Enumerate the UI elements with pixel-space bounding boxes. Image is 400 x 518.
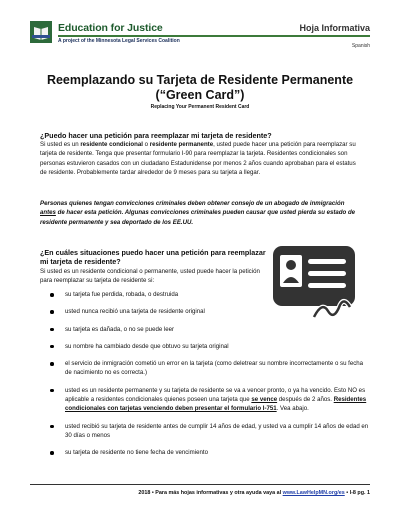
- text-run: después de 2 años.: [277, 396, 334, 404]
- list-item: [40, 386, 370, 414]
- org-subtitle: A project of the Minnesota Legal Services Coalition: [58, 38, 180, 44]
- list-item: su tarjeta de residente no tiene fecha de vencimiento: [40, 448, 370, 457]
- text-run: , usted puede hacer una petición para reemplazar su tarjeta de residente. Tenga que presentar formulario I-90 para reemplazar la tarjeta. Residentes condicionales son personas estuvieron casados con un ciudadano Estadunidense por menos 2 años cuando aprobaban para el estatus de residente. Probablemente tardar alrededor de 9 meses para su tarjeta a llegar.: [40, 141, 356, 176]
- page-title: [30, 73, 370, 103]
- list-item: su tarjeta fue perdida, robada, o destruida: [40, 290, 370, 299]
- fact-sheet-label: Hoja Informativa: [299, 23, 370, 33]
- text-run-bold: residente permanente: [149, 141, 214, 148]
- section1-paragraph: [40, 140, 362, 177]
- list-item: usted nunca recibió una tarjeta de residente original: [40, 307, 370, 316]
- text-run: . Vea abajo.: [276, 405, 309, 413]
- header-divider: [58, 35, 370, 37]
- text-run: Personas quienes tengan convicciones criminales deben obtener consejo de un abogado de inmigración: [40, 200, 345, 207]
- text-run-bold: residente condicional: [80, 141, 143, 148]
- section1-heading: ¿Puedo hacer una petición para reemplazar mi tarjeta de residente?: [40, 131, 272, 140]
- language-label: Spanish: [351, 43, 370, 49]
- criminal-warning: [40, 199, 362, 227]
- footer-year: 2018: [138, 490, 151, 496]
- list-item: su tarjeta es dañada, o no se puede leer: [40, 325, 370, 334]
- title-line-1: Reemplazando su Tarjeta de Residente Permanente: [46, 73, 354, 87]
- title-line-2: (“Green Card”): [155, 88, 245, 102]
- lawhelp-link[interactable]: www.LawHelpMN.org/es: [282, 490, 345, 496]
- text-run-bold-underlined: se vence: [251, 396, 278, 404]
- text-run: usted es un residente permanente y su tarjeta de residente se va a vencer pronto, o ya ha vencido. Esto NO es aplicable a residentes condicionales quienes poseen una tarjeta que: [65, 386, 366, 404]
- text-run: de hacer esta petición. Algunas convicciones criminales pueden causar que usted pierda su estado de residente permanente y sea deportado de los EE.UU.: [40, 209, 356, 226]
- text-run-underlined: antes: [40, 209, 56, 217]
- situations-list: [40, 290, 370, 458]
- section2-heading: ¿En cuáles situaciones puedo hacer una petición para reemplazar mi tarjeta de residente?: [40, 248, 266, 266]
- page-footer: [30, 490, 370, 496]
- list-item: su nombre ha cambiado desde que obtuvo su tarjeta original: [40, 342, 370, 351]
- footer-divider: [30, 484, 370, 485]
- text-run-bold-underlined: Residentes condicionales con tarjetas venciendo deben presentar el formulario I-751: [65, 396, 367, 413]
- org-name: Education for Justice: [58, 22, 163, 34]
- list-item: el servicio de inmigración cometió un error en la tarjeta (como deletrear su nombre incorrectamente o su fecha de nacimiento no es correcta.): [40, 359, 370, 378]
- list-item: usted recibió su tarjeta de residente antes de cumplir 14 años de edad, y usted va a cumplir 14 años de edad en 30 días o menos: [40, 422, 370, 441]
- section2-intro: Si usted es un residente condicional o permanente, usted puede hacer la petición para reemplazar su tarjeta de residente si:: [40, 268, 260, 285]
- text-run: o: [142, 141, 150, 148]
- page-subtitle: Replacing Your Permanent Resident Card: [150, 104, 250, 110]
- text-run: Si usted es un: [40, 141, 81, 148]
- page-header: [0, 0, 400, 56]
- footer-text: • Para más hojas informativas y otra ayuda vaya al: [150, 490, 283, 496]
- page-number: • I-8 pg. 1: [344, 490, 370, 496]
- book-logo-icon: [30, 21, 52, 43]
